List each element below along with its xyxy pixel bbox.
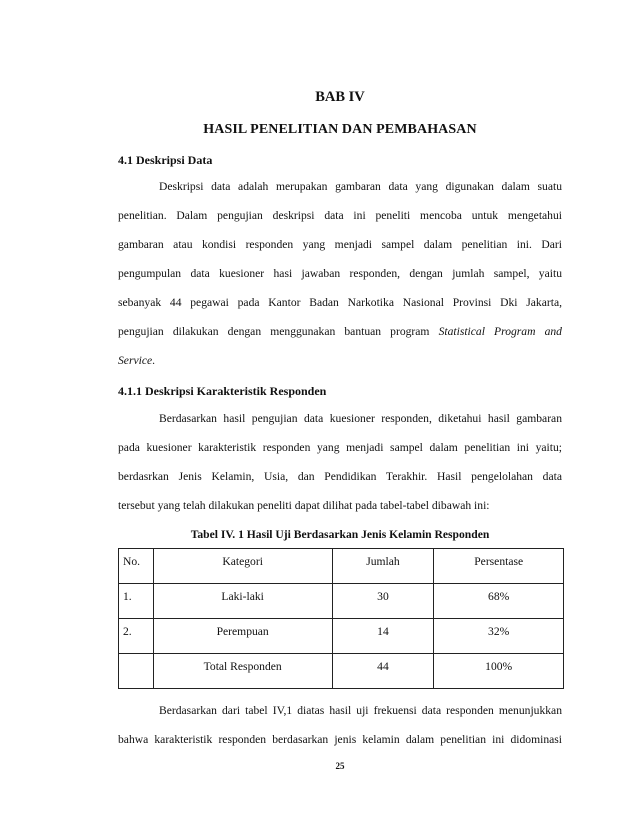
- table-header-row: [119, 549, 564, 584]
- paragraph-line: Berdasarkan dari tabel IV,1 diatas hasil uji frekuensi data responden menunjukkan: [159, 704, 562, 717]
- paragraph-line: [118, 346, 562, 375]
- paragraph-line: penelitian. Dalam pengujian deskripsi data ini peneliti mencoba untuk mengetahui: [118, 209, 562, 222]
- cell-jumlah: 44: [332, 654, 434, 689]
- paragraph-line: bahwa karakteristik responden berdasarkan jenis kelamin dalam penelitian ini didominasi: [118, 733, 562, 746]
- line-text: .: [152, 354, 156, 367]
- cell-persentase: 68%: [434, 584, 564, 619]
- paragraph-line: tersebut yang telah dilakukan peneliti dapat dilihat pada tabel-tabel dibawah ini:: [118, 499, 490, 512]
- italic-term: Service: [118, 354, 153, 367]
- cell-no: 2.: [119, 619, 154, 654]
- paragraph-line: pengumpulan data kuesioner hasi jawaban responden, dengan jumlah sampel, yaitu: [118, 267, 562, 280]
- header-no: No.: [119, 549, 154, 584]
- header-persentase: Persentase: [434, 549, 564, 584]
- header-jumlah: Jumlah: [332, 549, 434, 584]
- cell-no: 1.: [119, 584, 154, 619]
- table-caption: Tabel IV. 1 Hasil Uji Berdasarkan Jenis Kelamin Responden: [190, 528, 490, 541]
- table-row: [119, 584, 564, 619]
- paragraph-line: sebanyak 44 pegawai pada Kantor Badan Narkotika Nasional Provinsi Dki Jakarta,: [118, 296, 562, 309]
- line-text: pengujian dilakukan dengan menggunakan bantuan program: [118, 325, 439, 338]
- table-row: [119, 619, 564, 654]
- cell-kategori: Total Responden: [153, 654, 332, 689]
- paragraph-deskripsi-data: [118, 172, 562, 375]
- cell-no: [119, 654, 154, 689]
- paragraph-line: Deskripsi data adalah merupakan gambaran data yang digunakan dalam suatu: [159, 180, 562, 193]
- chapter-heading: BAB IV: [315, 89, 365, 105]
- cell-kategori: Laki-laki: [153, 584, 332, 619]
- section-heading-4-1: 4.1 Deskripsi Data: [118, 153, 213, 167]
- paragraph-line: pada kuesioner karakteristik responden yang menjadi sampel dalam penelitian ini yaitu;: [118, 441, 562, 454]
- cell-persentase: 100%: [434, 654, 564, 689]
- gender-table: [118, 548, 564, 689]
- section-heading-4-1-1: 4.1.1 Deskripsi Karakteristik Responden: [118, 384, 327, 398]
- cell-persentase: 32%: [434, 619, 564, 654]
- cell-jumlah: 14: [332, 619, 434, 654]
- paragraph-line: [118, 317, 562, 346]
- chapter-title: HASIL PENELITIAN DAN PEMBAHASAN: [203, 122, 477, 137]
- page-number: 25: [335, 761, 345, 771]
- header-kategori: Kategori: [153, 549, 332, 584]
- paragraph-closing: [118, 696, 562, 754]
- paragraph-karakteristik: [118, 404, 562, 520]
- paragraph-line: gambaran atau kondisi responden yang menjadi sampel dalam penelitian ini. Dari: [118, 238, 562, 251]
- paragraph-line: berdasrkan Jenis Kelamin, Usia, dan Pendidikan Terakhir. Hasil pengelolahan data: [118, 470, 562, 483]
- cell-jumlah: 30: [332, 584, 434, 619]
- italic-term: Statistical Program and: [438, 325, 562, 338]
- cell-kategori: Perempuan: [153, 619, 332, 654]
- table-row-total: [119, 654, 564, 689]
- paragraph-line: Berdasarkan hasil pengujian data kuesioner responden, diketahui hasil gambaran: [159, 412, 562, 425]
